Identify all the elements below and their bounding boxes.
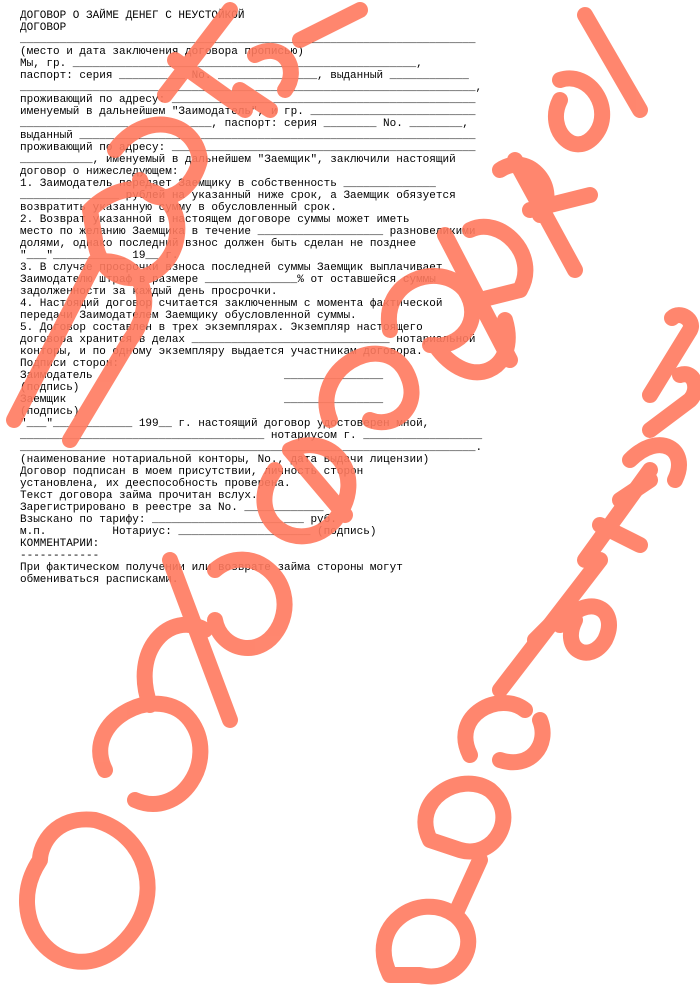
document-line: установлена, их дееспособность проверена. [20, 478, 291, 490]
document-title: ДОГОВОР О ЗАЙМЕ ДЕНЕГ С НЕУСТОЙКОЙ [20, 10, 245, 22]
document-line: Мы, гр. ____________________________________________________, [20, 58, 423, 70]
document-line: Зарегистрировано в реестре за No. ____________ [20, 502, 324, 514]
document-line: передачи Заимодателем Заемщику обусловленной суммы. [20, 310, 357, 322]
document-line: место по желанию Заемщика в течение ___________________ разновеликими [20, 226, 476, 238]
document-line: возвратить указанную сумму в обусловленный срок. [20, 202, 337, 214]
notary-signature: м.п. Нотариус: ____________________ (подпись) [20, 526, 377, 538]
document-line: Договор подписан в моем присутствии, личность сторон [20, 466, 364, 478]
signatures-heading: Подписи сторон: [20, 358, 120, 370]
document-line: Взыскано по тарифу: _______________________ руб. [20, 514, 337, 526]
document-line: долями, однако последний взнос должен быть сделан не позднее [20, 238, 417, 250]
document-line: (наименование нотариальной конторы, No., дата выдачи лицензии) [20, 454, 430, 466]
document-line: паспорт: серия __________ No. _______________, выданный ____________ [20, 70, 469, 82]
notary-certification: "___"____________ 199__ г. настоящий договор удостоверен мной, [20, 418, 430, 430]
clause-4: 4. Настоящий договор считается заключенным с момента фактической [20, 298, 443, 310]
clause-1: 1. Заимодатель передает Заемщику в собственность ______________ [20, 178, 436, 190]
clause-3: 3. В случае просрочки взноса последней суммы Заемщик выплачивает [20, 262, 443, 274]
signature-borrower: Заемщик _______________ [20, 394, 384, 406]
comment-text: При фактическом получении или возврате займа стороны могут [20, 562, 403, 574]
document-line: _____________________________, паспорт: серия ________ No. ________, [20, 118, 469, 130]
signature-caption: (подпись) [20, 406, 80, 418]
document-line: договора хранится в делах ______________________________ нотариальной [20, 334, 476, 346]
document-line: (место и дата заключения договора прописью) [20, 46, 304, 58]
comment-text: обмениваться расписками. [20, 574, 179, 586]
document-line: _____________________________________________________________________ [20, 34, 476, 46]
signature-lender: Заимодатель _______________ [20, 370, 384, 382]
clause-5: 5. Договор составлен в трех экземплярах. Экземпляр настоящего [20, 322, 423, 334]
document-line: именуемый в дальнейшем "Заимодатель", и гр. _________________________ [20, 106, 476, 118]
signature-caption: (подпись) [20, 382, 80, 394]
document-line: договор о нижеследующем: [20, 166, 179, 178]
document-line: проживающий по адресу: ______________________________________________ [20, 142, 476, 154]
watermark-text: Doclist.ru образец Doclist.ru [0, 0, 13, 1]
clause-2: 2. Возврат указанной в настоящем договоре суммы может иметь [20, 214, 410, 226]
document-line: ___________, именуемый в дальнейшем "Заемщик", заключили настоящий [20, 154, 456, 166]
document-line: Заимодателю штраф в размере ______________% от оставшейся суммы [20, 274, 436, 286]
comments-rule: ------------ [20, 550, 100, 562]
document-line: _____________________________________________________________________. [20, 442, 483, 454]
document-line: конторы, и по одному экземпляру выдается участникам договора. [20, 346, 423, 358]
document-line: _____________________________________ нотариусом г. __________________ [20, 430, 483, 442]
document-line: Текст договора займа прочитан вслух. [20, 490, 258, 502]
document-line: задолженности за каждый день просрочки. [20, 286, 278, 298]
document-line: "___"___________ 19__ г. [20, 250, 179, 262]
document-line: _______________ рублей на указанный ниже срок, а Заемщик обязуется [20, 190, 456, 202]
document-subtitle: ДОГОВОР [20, 22, 67, 34]
document-line: _____________________________________________________________________, [20, 82, 483, 94]
document-line: проживающий по адресу: ______________________________________________ [20, 94, 476, 106]
comments-heading: КОММЕНТАРИИ: [20, 538, 100, 550]
document-line: выданный ____________________________________________________________ [20, 130, 476, 142]
